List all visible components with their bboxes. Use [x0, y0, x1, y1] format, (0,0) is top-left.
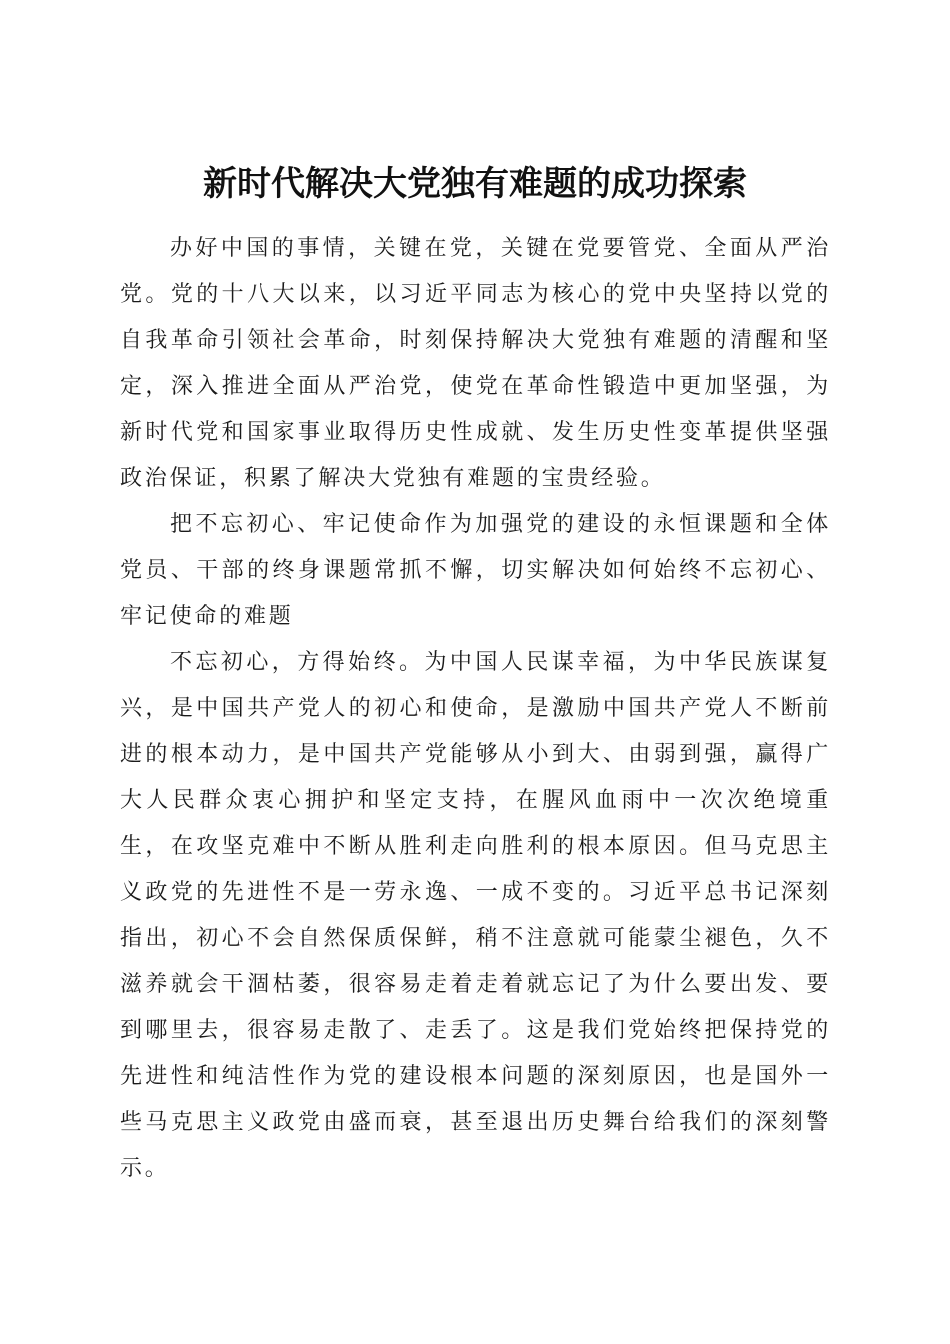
paragraph-intro: 办好中国的事情，关键在党，关键在党要管党、全面从严治党。党的十八大以来，以习近平同志为核心的党中央坚持以党的自我革命引领社会革命，时刻保持解决大党独有难题的清醒和坚定，深入推进全面从严治党，使党在革命性锻造中更加坚强，为新时代党和国家事业取得历史性成就、发生历史性变革提供坚强政治保证，积累了解决大党独有难题的宝贵经验。 [120, 236, 831, 491]
paragraph-section-heading: 把不忘初心、牢记使命作为加强党的建设的永恒课题和全体党员、干部的终身课题常抓不懈，切实解决如何始终不忘初心、牢记使命的难题 [120, 512, 831, 629]
paragraph-original-aspiration: 不忘初心，方得始终。为中国人民谋幸福，为中华民族谋复兴，是中国共产党人的初心和使命，是激励中国共产党人不断前进的根本动力，是中国共产党能够从小到大、由弱到强，赢得广大人民群众衷心拥护和坚定支持，在腥风血雨中一次次绝境重生，在攻坚克难中不断从胜利走向胜利的根本原因。但马克思主义政党的先进性不是一劳永逸、一成不变的。习近平总书记深刻指出，初心不会自然保质保鲜，稍不注意就可能蒙尘褪色，久不滋养就会干涸枯萎，很容易走着走着就忘记了为什么要出发、要到哪里去，很容易走散了、走丢了。这是我们党始终把保持党的先进性和纯洁性作为党的建设根本问题的深刻原因，也是国外一些马克思主义政党由盛而衰，甚至退出历史舞台给我们的深刻警示。 [120, 650, 831, 1181]
document-title: 新时代解决大党独有难题的成功探索 [203, 163, 747, 204]
document-body [120, 226, 831, 1192]
